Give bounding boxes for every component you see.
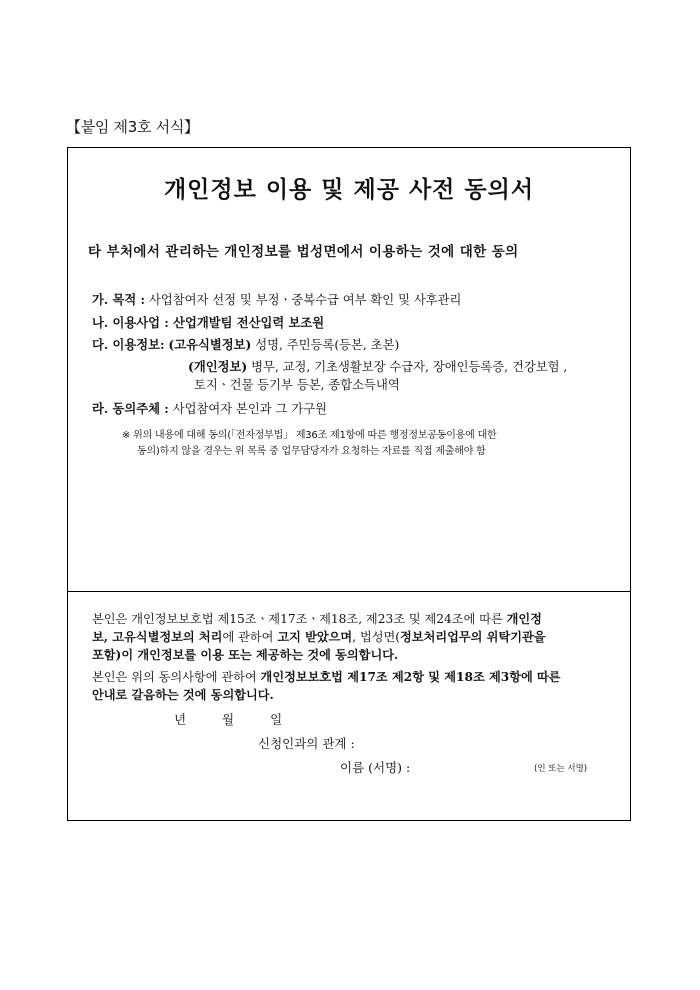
consent-emphasis: 안내로 갈음하는 것에 동의합니다.	[92, 688, 274, 702]
consent-emphasis: 포함)이 개인정보를 이용 또는 제공하는 것에 동의합니다.	[92, 648, 399, 662]
consent-line-5	[92, 686, 274, 703]
item-info-text: 성명, 주민등록(등본, 초본)	[251, 338, 400, 352]
note-line-1: ※ 위의 내용에 대해 동의(「전자정부법」 제36조 제1항에 따른 행정정보공동이용에 대한	[122, 430, 497, 441]
consent-emphasis: 보, 고유식별정보의 처리	[92, 630, 223, 644]
attachment-label: 【붙임 제3호 서식】	[66, 118, 199, 136]
consent-emphasis: 정보처리업무의 위탁기관을	[400, 630, 546, 644]
note-line-2: 동의)하지 않을 경우는 위 목록 중 업무담당자가 요청하는 자료를 직접 제출해야 함	[137, 446, 486, 457]
item-info-personal-cont: 토지ㆍ건물 등기부 등본, 종합소득내역	[194, 378, 400, 392]
relation-field: 신청인과의 관계 :	[258, 736, 355, 751]
item-subject	[92, 399, 327, 417]
consent-emphasis: 개인정보보호법 제17조 제2항 및 제18조 제3항에 따른	[260, 670, 561, 684]
consent-text: 본인은 위의 동의사항에 관하여	[92, 670, 261, 684]
form-subtitle: 타 부처에서 관리하는 개인정보를 법성면에서 이용하는 것에 대한 동의	[88, 244, 519, 260]
consent-emphasis: 고지 받았으며	[277, 630, 353, 644]
item-subject-label: 라. 동의주체 :	[92, 401, 169, 416]
item-business-text: 산업개발팀 전산입력 보조원	[168, 315, 325, 330]
form-title: 개인정보 이용 및 제공 사전 동의서	[163, 177, 535, 203]
item-business	[92, 313, 324, 331]
consent-text: 에 관하여	[222, 630, 278, 644]
consent-line-2	[92, 628, 546, 645]
item-info-personal-tag: (개인정보)	[188, 359, 248, 374]
consent-line-4	[92, 668, 561, 685]
item-info-personal-text: 병무, 교정, 기초생활보장 수급자, 장애인등록증, 건강보험 ,	[247, 360, 568, 374]
item-info-label: 다. 이용정보:	[92, 337, 165, 352]
seal-or-signature-note: (인 또는 서명)	[534, 764, 588, 774]
name-signature-field: 이름 (서명) :	[340, 760, 411, 775]
consent-line-1	[92, 610, 542, 627]
consent-line-3	[92, 646, 398, 663]
item-purpose-text: 사업참여자 선정 및 부정ㆍ중복수급 여부 확인 및 사후관리	[145, 293, 462, 307]
section-divider	[68, 591, 630, 592]
item-info	[92, 335, 399, 353]
item-purpose	[92, 290, 461, 308]
consent-text: , 법성면(	[352, 630, 401, 644]
consent-form-box	[67, 147, 631, 821]
item-subject-text: 사업참여자 본인과 그 가구원	[168, 402, 327, 416]
date-field: 년 월 일	[174, 712, 283, 727]
item-info-personal	[188, 357, 567, 375]
item-business-label: 나. 이용사업 :	[92, 315, 169, 330]
item-purpose-label: 가. 목적 :	[92, 292, 146, 307]
item-info-tag: (고유식별정보)	[168, 337, 252, 352]
consent-emphasis: 개인정	[506, 612, 542, 626]
consent-text: 본인은 개인정보보호법 제15조ㆍ제17조ㆍ제18조, 제23조 및 제24조에 따른	[92, 612, 507, 626]
